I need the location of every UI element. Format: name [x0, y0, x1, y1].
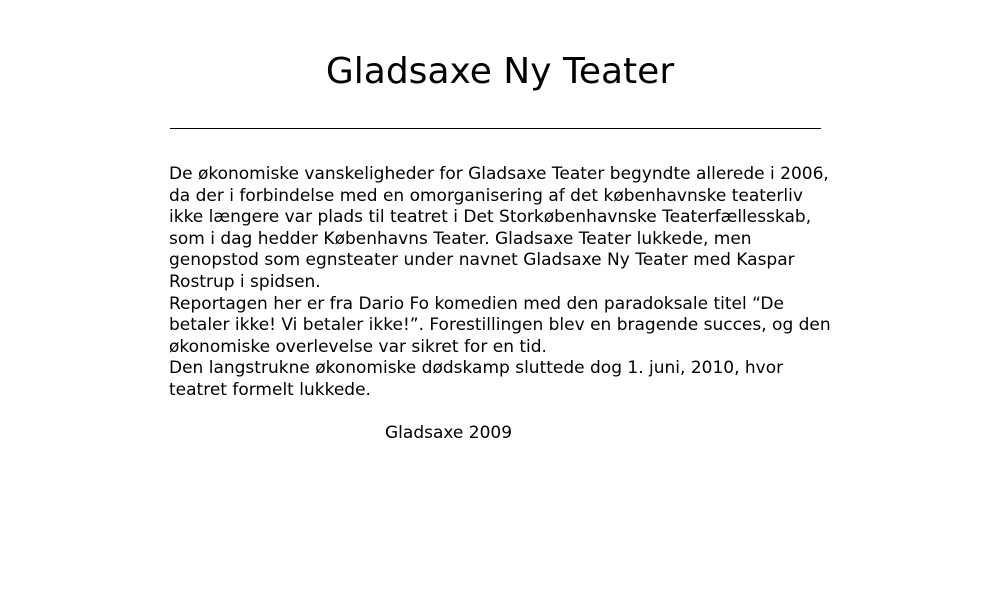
- paragraph: Den langstrukne økonomiske dødskamp sluttede dog 1. juni, 2010, hvor teatret formelt lukkede.: [169, 358, 784, 400]
- paragraph: De økonomiske vanskeligheder for Gladsaxe Teater begyndte allerede i 2006, da der i forbindelse med en omorganisering af det københavnske teaterliv ikke længere var plads til teatret i Det Storkøbenhavnske Teaterfællesskab, som i dag hedder Københavns Teater. Gladsaxe Teater lukkede, men genopstod som egnsteater under navnet Gladsaxe Ny Teater med Kaspar Rostrup i spidsen.: [169, 164, 829, 292]
- article-body: [169, 164, 834, 402]
- place-date-signature: Gladsaxe 2009: [385, 423, 513, 443]
- title-divider: [170, 128, 821, 129]
- page-title: Gladsaxe Ny Teater: [325, 51, 675, 92]
- paragraph: Reportagen her er fra Dario Fo komedien med den paradoksale titel “De betaler ikke! Vi betaler ikke!”. Forestillingen blev en bragende succes, og den økonomiske overlevelse var sikret for en tid.: [169, 293, 831, 357]
